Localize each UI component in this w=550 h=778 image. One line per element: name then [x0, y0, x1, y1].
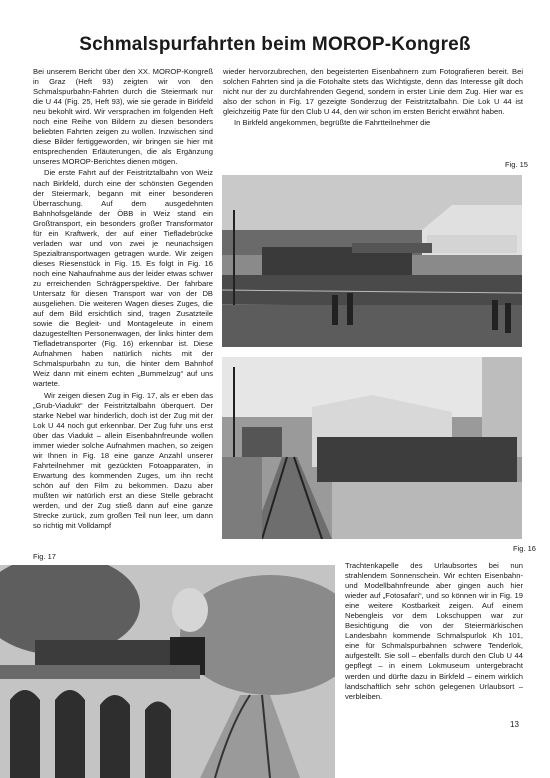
photo-fig17-grub-viaduct — [0, 565, 335, 778]
caption-fig15: Fig. 15 — [505, 160, 528, 169]
caption-fig17: Fig. 17 — [33, 552, 56, 561]
photo-fig16-close-up — [222, 357, 522, 539]
left-text-column — [33, 67, 213, 531]
paragraph-birkfeld: In Birkfeld angekommen, begrüßte die Fahrtteilnehmer die — [234, 118, 431, 128]
paragraph-first-trip: Die erste Fahrt auf der Feistritztalbahn von Weiz nach Birkfeld, durch eine der schönsten Gegenden der Steiermark, begann mit einer besonderen Überraschung. Auf dem ausgedehnten Bahnhofsgelände der ÖBB in Weiz stand ein Großtransport, ein besonders großer Transformator für ein Kraftwerk, der auf einer Tiefladebrücke verladen war und von zwei je neunachsigen Spezialtransportwagen getragen wurde. Wir zeigen dieses Riesenstück in Fig. 15. Es folgt in Fig. 16 noch eine Nahaufnahme aus der leider etwas schwer zu erreichenden Schrägperspektive. Der fahrbare Untersatz für diesen Transport war von der DB ausgeliehen. Die weiteren Wagen dieses Zuges, die auf dem Bild ersichtlich sind, tragen Zusatzteile sowie die Begleit- und Montageleute in einem dazugestellten Personenwagen, der links hinter dem Tiefladetransporter (Fig. 16) erkennbar ist. Diese Aufnahmen haben natürlich nichts mit der Schmalspurbahn zu tun, die hinter dem Bahnhof Weiz dann mit einem echten „Bummelzug“ auf uns wartete. — [33, 168, 213, 389]
right-text-column-bottom — [345, 561, 523, 702]
article-title: Schmalspurfahrten beim MOROP-Kongreß — [79, 34, 471, 55]
page-number: 13 — [510, 720, 519, 729]
paragraph-fig19: Trachtenkapelle des Urlaubsortes bei nun strahlendem Sonnenschein. Wir echten Eisenbahn- und Modellbahnfreunde aber gingen auch hier wieder auf „Fotosafari“, und so können wir in Fig. 19 eine weitere Kostbarkeit zeigen. Auf einem Nebengleis vor dem Lokschuppen war zur Besichtigung die von der Steiermärkischen Landesbahn kommende Schmalspurlok Kh 101, eine für Schmalspurbahnen schwere Tenderlok, aufgestellt. Sie soll – ebenfalls durch den Club U 44 gepflegt – in einem Lokmuseum untergebracht werden und dürfte dazu in Birkfeld – einem wirklich landschaftlich sehr schön gelegenen Urlaubsort – verbleiben. — [345, 561, 523, 701]
caption-fig16: Fig. 16 — [513, 544, 536, 553]
paragraph-viaduct: Wir zeigen diesen Zug in Fig. 17, als er eben das „Grub-Viadukt“ der Feistritztalbahn überquert. Der starke Nebel war hinderlich, doch ist der Zug mit der Lok U 44 noch gut erkennbar. Der Zug fuhr uns erst über das Viadukt – allein Eisenbahnfreunde wollen immer wieder solche Aufnahmen machen, so zeigen wir Ihnen in Fig. 18 eine ganze Anzahl unserer Fahrteilnehmer mit gezückten Fotoapparaten, in Erwartung des kommenden Zuges, um ihn recht schön auf den Film zu bekommen. Dazu aber mußten wir natürlich erst an diese Stelle gebracht werden, und der Zug stieß dann auf eine ganze Strecke zurück, zum großen Teil nun leer, um dann so richtig mit Volldampf — [33, 390, 213, 531]
paragraph-intro: Bei unserem Bericht über den XX. MOROP-Kongreß in Graz (Heft 93) zeigten wir von den Schmalspurbahn-Fahrten durch die Steiermark nur die U 44 (Fig. 25, Heft 93), wie sie gerade in Birkfeld neu bekohlt wird. Wir versprachen im folgenden Heft noch eine Reihe von Bildern zu diesen besonders beliebten Fahrten zeigen zu wollen. Inzwischen sind diese Bilder fertiggeworden, wir bringen sie hier mit entsprechenden Erläuterungen, die als Ergänzung unseres MOROP-Berichtes dienen mögen. — [33, 67, 213, 167]
photo-fig15-transformer-transport — [222, 175, 522, 347]
right-text-column-top — [223, 67, 523, 128]
paragraph-photo-stops: wieder hervorzubrechen, den begeisterten Eisenbahnern zum Fotografieren bereit. Bei solchen Fahrten sind ja die Fotohalte stets das Wichtigste, denn das Interesse gilt doch nicht nur der zu durchfahrenden Gegend, sondern in erster Linie dem Zug. Hier war es also der schon in Fig. 17 gezeigte Sonderzug der Feistritztalbahn. Die Lok U 44 ist gleichzeitig Pate für den Club U 44, den wir schon im ersten Bericht erwähnt haben. — [223, 67, 523, 117]
